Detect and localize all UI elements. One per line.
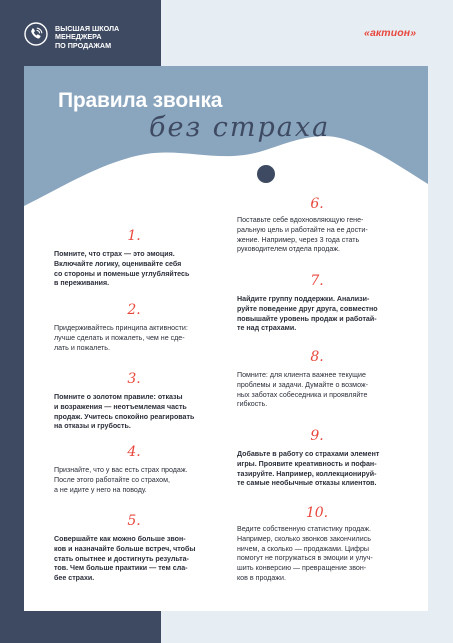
school-name-line: МЕНЕДЖЕРА bbox=[55, 32, 102, 42]
rule-text: Совершайте как можно больше звон- ков и назначайте больше встреч, чтобы стать опытнее и достигнуть результа- тов. Чем больше практики — тем сла- бее страхи. bbox=[54, 535, 196, 583]
rule-text: Найдите группу поддержки. Анализи- руйте поведение друг друга, совместно повышайте уровень продаж и работай- те над страхами. bbox=[237, 295, 378, 333]
rule-text: Помните о золотом правиле: отказы и возражения — неотъемлемая часть продаж. Учитесь спокойно реагировать на отказы и грубость. bbox=[54, 393, 195, 431]
rule-text: Помните: для клиента важнее текущие проблемы и задачи. Думайте о возмож- ных заботах собеседника и проявляйте гибкость. bbox=[237, 371, 369, 409]
rule-text: Поставьте себе вдохновляющую гене- ральную цель и работайте на ее дости- жение. Например, через 3 года стать руководителем отдела продаж. bbox=[237, 216, 368, 254]
rule-number: 10. bbox=[305, 505, 329, 521]
rule-number: 5. bbox=[127, 513, 141, 529]
rules-card bbox=[24, 66, 428, 611]
school-name-line: ПО ПРОДАЖАМ bbox=[55, 40, 112, 50]
rule-text: Ведите собственную статистику продаж. Например, сколько звонков закончились ничем, а сколько — продажами. Цифры помогут не погружаться в эмоции и улуч- шить конверсию — превращение звон- ков в продажи. bbox=[237, 525, 373, 582]
school-name-line: ВЫСШАЯ ШКОЛА bbox=[55, 24, 120, 33]
page-header bbox=[0, 0, 453, 66]
rule-number: 2. bbox=[127, 302, 141, 318]
rule-number: 8. bbox=[310, 349, 324, 365]
rule-number: 9. bbox=[310, 428, 324, 444]
rule-number: 7. bbox=[310, 273, 324, 289]
phone-icon bbox=[24, 22, 48, 46]
rule-number: 3. bbox=[127, 371, 141, 387]
rule-number: 1. bbox=[127, 228, 141, 244]
brand-logo: «актион» bbox=[364, 27, 417, 39]
rule-number: 6. bbox=[310, 196, 324, 212]
rule-number: 4. bbox=[127, 444, 141, 460]
page-subtitle: без страха bbox=[149, 112, 331, 143]
rule-text: Добавьте в работу со страхами элемент игры. Проявите креативность и пофан- тазируйте. Например, коллекционируй- те самые необычные отказы клиентов. bbox=[237, 450, 380, 488]
rule-text: Придерживайтесь принципа активности: лучше сделать и пожалеть, чем не сде- лать и пожалеть. bbox=[54, 324, 188, 352]
hero-dot bbox=[257, 165, 275, 183]
page-title: Правила звонка bbox=[58, 89, 223, 112]
rule-text: Признайте, что у вас есть страх продаж. После этого работайте со страхом, а не идите у него на поводу. bbox=[54, 466, 188, 494]
rule-text: Помните, что страх — это эмоция. Включайте логику, оценивайте себя со стороны и поменьше углубляйтесь в переживания. bbox=[54, 250, 190, 288]
school-name bbox=[55, 25, 165, 50]
